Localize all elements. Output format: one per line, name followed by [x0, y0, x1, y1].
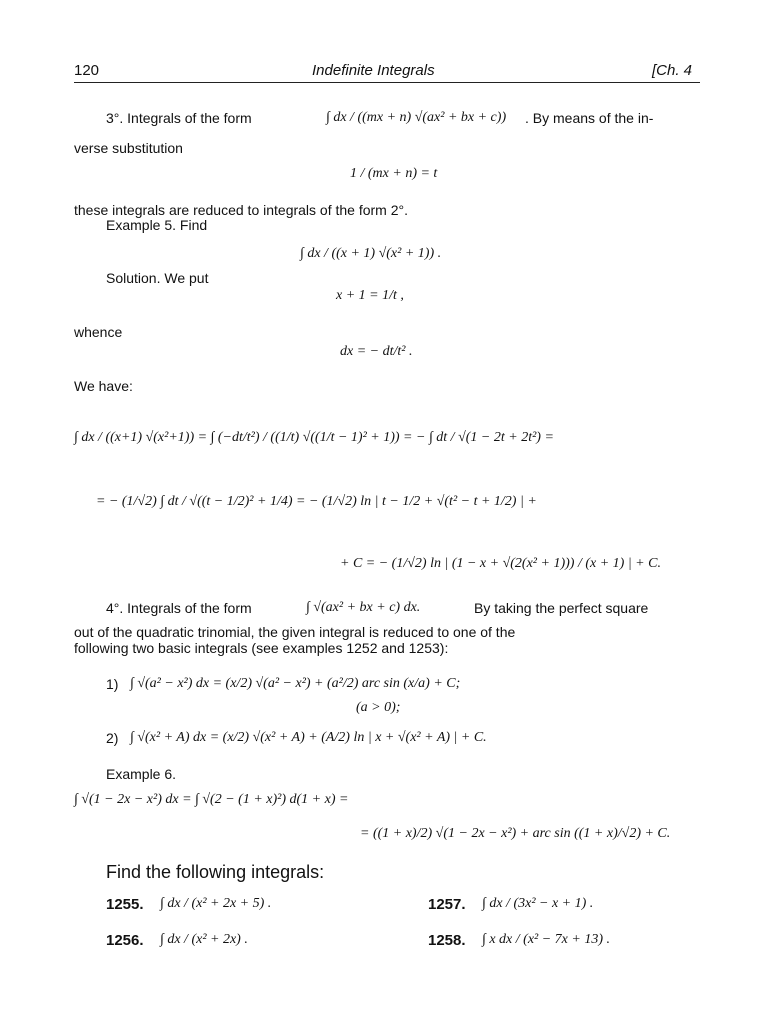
example5-solution-label: Solution. We put: [106, 270, 209, 286]
example6-line1: ∫ √(1 − 2x − x²) dx = ∫ √(2 − (1 + x)²) d(1 + x) =: [74, 792, 349, 807]
example5-line3: + C = − (1/√2) ln | (1 − x + √(2(x² + 1))) / (x + 1) | + C.: [340, 556, 661, 571]
exercise-integral: ∫ x dx / (x² − 7x + 13) .: [482, 932, 610, 947]
example5-whence: dx = − dt/t² .: [340, 344, 413, 359]
formula1: ∫ √(a² − x²) dx = (x/2) √(a² − x²) + (a²/2) arc sin (x/a) + C;: [130, 676, 461, 691]
exercises-heading: Find the following integrals:: [106, 862, 325, 882]
section3-cont2: verse substitution: [74, 140, 183, 156]
section3-cont1: . By means of the in-: [525, 110, 654, 126]
example5-label: Example 5. Find: [106, 217, 208, 233]
section4-form: ∫ √(ax² + bx + c) dx.: [306, 600, 421, 615]
section4-text3: following two basic integrals (see examples 1252 and 1253):: [74, 640, 449, 656]
section4-lead: 4°. Integrals of the form: [106, 600, 252, 616]
chapter-label: [Ch. 4: [652, 62, 693, 79]
example5-we-have: We have:: [74, 378, 133, 394]
section4-text2: out of the quadratic trinomial, the given integral is reduced to one of the: [74, 624, 516, 640]
exercise-number: 1258.: [428, 932, 466, 949]
section3-form: ∫ dx / ((mx + n) √(ax² + bx + c)): [326, 110, 507, 125]
running-title: Indefinite Integrals: [312, 62, 435, 79]
example5-line1: ∫ dx / ((x+1) √(x²+1)) = ∫ (−dt/t²) / ((1/t) √((1/t − 1)² + 1)) = − ∫ dt / √(1 − 2t + 2t²) =: [74, 430, 554, 445]
example6-line2: = ((1 + x)/2) √(1 − 2x − x²) + arc sin ((1 + x)/√2) + C.: [360, 826, 671, 841]
exercise-number: 1255.: [106, 896, 144, 913]
section3-reduced: these integrals are reduced to integrals of the form 2°.: [74, 202, 409, 218]
example5-integral: ∫ dx / ((x + 1) √(x² + 1)) .: [300, 246, 442, 261]
example5-line2: = − (1/√2) ∫ dt / √((t − 1/2)² + 1/4) = − (1/√2) ln | t − 1/2 + √(t² − t + 1/2) | +: [96, 494, 537, 509]
section3-lead: 3°. Integrals of the form: [106, 110, 252, 126]
formula1-number: 1): [106, 676, 119, 692]
exercise-integral: ∫ dx / (3x² − x + 1) .: [482, 896, 594, 911]
formula2: ∫ √(x² + A) dx = (x/2) √(x² + A) + (A/2) ln | x + √(x² + A) | + C.: [130, 730, 487, 745]
example6-label: Example 6.: [106, 766, 177, 782]
header-rule: [74, 82, 700, 83]
exercise-integral: ∫ dx / (x² + 2x) .: [160, 932, 248, 947]
example5-whence-label: whence: [74, 324, 123, 340]
exercise-number: 1257.: [428, 896, 466, 913]
page-number: 120: [74, 62, 100, 79]
example5-put: x + 1 = 1/t ,: [336, 288, 404, 303]
section3-substitution: 1 / (mx + n) = t: [350, 166, 438, 181]
exercise-number: 1256.: [106, 932, 144, 949]
formula1-condition: (a > 0);: [356, 700, 401, 715]
formula2-number: 2): [106, 730, 119, 746]
exercise-integral: ∫ dx / (x² + 2x + 5) .: [160, 896, 272, 911]
section4-text1: By taking the perfect square: [474, 600, 649, 616]
